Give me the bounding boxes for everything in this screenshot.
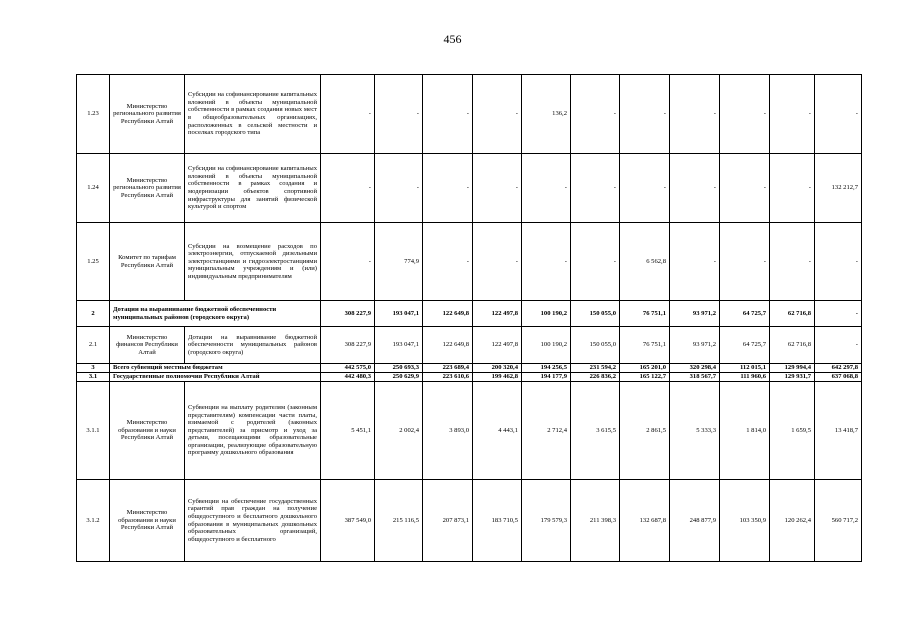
value-cell: - <box>571 75 620 154</box>
executor-cell: Министерство финансов Республики Алтай <box>110 327 185 364</box>
description-cell: Субсидии на софинансирование капитальных вложений в объекты муниципальной собственности в рамках создания новых мест в общеобразовательных организациях, расположенных в сельской местности и поселках городского типа <box>185 75 321 154</box>
value-cell: 308 227,9 <box>321 327 375 364</box>
value-cell: 223 610,6 <box>423 373 473 382</box>
value-cell: - <box>620 75 670 154</box>
value-cell: 76 751,1 <box>620 301 670 327</box>
value-cell: 122 649,8 <box>423 301 473 327</box>
value-cell: 6 562,8 <box>620 223 670 301</box>
value-cell: - <box>815 223 862 301</box>
row-number: 2 <box>77 301 110 327</box>
value-cell: 122 649,8 <box>423 327 473 364</box>
value-cell: - <box>375 75 423 154</box>
description-cell: Субвенции на обеспечение государственных гарантий прав граждан на получение общедоступного и бесплатного дошкольного образования в муниципальных дошкольных образовательных организаций, общедоступного и бесплатного <box>185 480 321 562</box>
value-cell: - <box>423 223 473 301</box>
value-cell: 318 567,7 <box>670 373 720 382</box>
value-cell: - <box>770 154 815 223</box>
row-title: Дотации на выравнивание бюджетной обеспеченности муниципальных районов (городского округа) <box>110 301 321 327</box>
value-cell: - <box>720 75 770 154</box>
value-cell: 320 298,4 <box>670 364 720 373</box>
value-cell: - <box>321 75 375 154</box>
value-cell: 4 443,1 <box>473 382 522 480</box>
value-cell: 199 462,8 <box>473 373 522 382</box>
value-cell: 774,9 <box>375 223 423 301</box>
value-cell: 93 971,2 <box>670 327 720 364</box>
value-cell: 136,2 <box>522 75 571 154</box>
value-cell: 211 398,3 <box>571 480 620 562</box>
table-row-r-1-23 <box>77 75 862 154</box>
value-cell: 3 615,5 <box>571 382 620 480</box>
value-cell: - <box>720 154 770 223</box>
value-cell: 442 480,3 <box>321 373 375 382</box>
value-cell: 120 262,4 <box>770 480 815 562</box>
value-cell: 226 836,2 <box>571 373 620 382</box>
table-row-r-2 <box>77 301 862 327</box>
table-row-r-3-1 <box>77 373 862 382</box>
value-cell: 5 333,3 <box>670 382 720 480</box>
value-cell: 62 716,8 <box>770 301 815 327</box>
value-cell: 231 594,2 <box>571 364 620 373</box>
value-cell: 387 549,0 <box>321 480 375 562</box>
value-cell: 103 350,9 <box>720 480 770 562</box>
executor-cell: Комитет по тарифам Республики Алтай <box>110 223 185 301</box>
value-cell: 1 659,5 <box>770 382 815 480</box>
executor-cell: Министерство образования и науки Республики Алтай <box>110 382 185 480</box>
value-cell: 76 751,1 <box>620 327 670 364</box>
value-cell: - <box>321 154 375 223</box>
value-cell: 2 712,4 <box>522 382 571 480</box>
table-row-r-1-25 <box>77 223 862 301</box>
value-cell: - <box>473 223 522 301</box>
table-row-r-3-1-2 <box>77 480 862 562</box>
value-cell: - <box>321 223 375 301</box>
row-number: 1.23 <box>77 75 110 154</box>
value-cell: 560 717,2 <box>815 480 862 562</box>
value-cell: 183 710,5 <box>473 480 522 562</box>
value-cell: 150 055,0 <box>571 301 620 327</box>
page-number: 456 <box>443 32 462 46</box>
row-title: Всего субвенций местным бюджетам <box>110 364 321 373</box>
description-cell: Субсидии на возмещение расходов по электроэнергии, отпускаемой дизельными электростанциями и гидроэлектростанциями муниципальным учреждениям и (или) индивидуальным предпринимателям <box>185 223 321 301</box>
value-cell: - <box>571 223 620 301</box>
executor-cell: Министерство регионального развития Республики Алтай <box>110 75 185 154</box>
value-cell: 112 015,1 <box>720 364 770 373</box>
description-cell: Субсидии на софинансирование капитальных вложений в объекты муниципальной собственности в рамках создания и модернизации объектов спортивной инфраструктуры для занятий физической культурой и спортом <box>185 154 321 223</box>
value-cell: - <box>522 223 571 301</box>
value-cell: 5 451,1 <box>321 382 375 480</box>
description-cell: Дотации на выравнивание бюджетной обеспеченности муниципальных районов (городского округа) <box>185 327 321 364</box>
value-cell: - <box>815 301 862 327</box>
row-title: Государственные полномочия Республики Алтай <box>110 373 321 382</box>
value-cell: 64 725,7 <box>720 327 770 364</box>
value-cell: - <box>770 75 815 154</box>
value-cell: - <box>815 327 862 364</box>
executor-cell: Министерство образования и науки Республики Алтай <box>110 480 185 562</box>
value-cell: 2 002,4 <box>375 382 423 480</box>
value-cell: 122 497,8 <box>473 327 522 364</box>
value-cell: 637 068,8 <box>815 373 862 382</box>
value-cell: 62 716,8 <box>770 327 815 364</box>
value-cell: 129 931,7 <box>770 373 815 382</box>
value-cell: 194 256,5 <box>522 364 571 373</box>
value-cell: - <box>473 75 522 154</box>
row-number: 3.1.2 <box>77 480 110 562</box>
value-cell: 194 177,9 <box>522 373 571 382</box>
value-cell: 165 122,7 <box>620 373 670 382</box>
value-cell: 13 418,7 <box>815 382 862 480</box>
value-cell: 150 055,0 <box>571 327 620 364</box>
value-cell: 122 497,8 <box>473 301 522 327</box>
table-row-r-1-24 <box>77 154 862 223</box>
value-cell: 223 689,4 <box>423 364 473 373</box>
value-cell: 3 893,0 <box>423 382 473 480</box>
row-number: 2.1 <box>77 327 110 364</box>
value-cell: 248 877,9 <box>670 480 720 562</box>
value-cell: 129 994,4 <box>770 364 815 373</box>
table-row-r-3-1-1 <box>77 382 862 480</box>
value-cell: 111 960,6 <box>720 373 770 382</box>
executor-cell: Министерство регионального развития Республики Алтай <box>110 154 185 223</box>
value-cell: 64 725,7 <box>720 301 770 327</box>
value-cell: 250 629,9 <box>375 373 423 382</box>
value-cell: 1 814,0 <box>720 382 770 480</box>
value-cell: 642 297,8 <box>815 364 862 373</box>
value-cell: 250 693,3 <box>375 364 423 373</box>
value-cell: 132 687,8 <box>620 480 670 562</box>
value-cell: - <box>670 75 720 154</box>
value-cell: - <box>423 75 473 154</box>
value-cell: 165 201,0 <box>620 364 670 373</box>
description-cell: Субвенции на выплату родителям (законным представителям) компенсации части платы, взимаемой с родителей (законных представителей) за присмотр и уход за детьми, посещающими образовательные организации, реализующие образовательную программу дошкольного образования <box>185 382 321 480</box>
value-cell: 93 971,2 <box>670 301 720 327</box>
table-row-r-2-1 <box>77 327 862 364</box>
value-cell: 442 575,0 <box>321 364 375 373</box>
value-cell: 207 873,1 <box>423 480 473 562</box>
value-cell: 179 579,3 <box>522 480 571 562</box>
value-cell: 2 861,5 <box>620 382 670 480</box>
value-cell: 215 116,5 <box>375 480 423 562</box>
value-cell: - <box>473 154 522 223</box>
value-cell: - <box>522 154 571 223</box>
value-cell: - <box>423 154 473 223</box>
value-cell: 100 190,2 <box>522 301 571 327</box>
row-number: 1.25 <box>77 223 110 301</box>
value-cell: - <box>620 154 670 223</box>
value-cell: 308 227,9 <box>321 301 375 327</box>
value-cell: - <box>815 75 862 154</box>
row-number: 3.1.1 <box>77 382 110 480</box>
value-cell: 200 320,4 <box>473 364 522 373</box>
row-number: 1.24 <box>77 154 110 223</box>
value-cell: 100 190,2 <box>522 327 571 364</box>
value-cell: 132 212,7 <box>815 154 862 223</box>
budget-table <box>76 74 862 562</box>
value-cell: - <box>670 154 720 223</box>
value-cell: - <box>670 223 720 301</box>
value-cell: - <box>720 223 770 301</box>
value-cell: 193 047,1 <box>375 301 423 327</box>
row-number: 3.1 <box>77 373 110 382</box>
table-row-r-3 <box>77 364 862 373</box>
value-cell: - <box>770 223 815 301</box>
value-cell: - <box>571 154 620 223</box>
row-number: 3 <box>77 364 110 373</box>
value-cell: - <box>375 154 423 223</box>
value-cell: 193 047,1 <box>375 327 423 364</box>
